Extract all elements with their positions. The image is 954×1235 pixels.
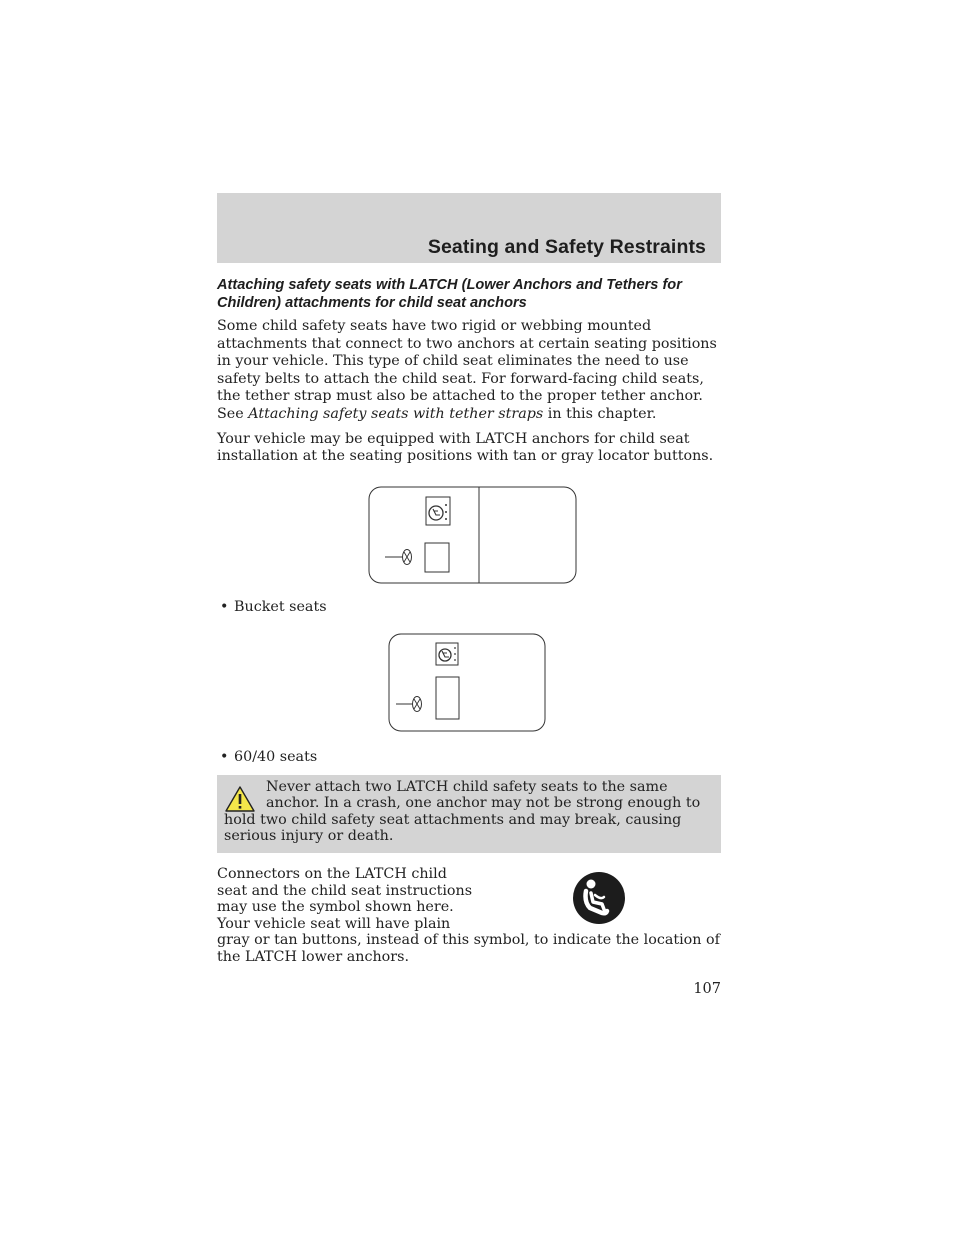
locator-paragraph: Your vehicle may be equipped with LATCH anchors for child seat installation at the seating positions with tan or gray locator buttons. — [217, 430, 714, 465]
latch-child-seat-icon — [572, 871, 626, 925]
latch-symbol-text: Connectors on the LATCH child seat and the child seat instructions may use the symbol shown here. Your vehicle seat will have plain gray or tan buttons, instead of this symbol, to indicate the location of the LATCH lower anchors. — [217, 866, 720, 965]
page-number: 107 — [693, 981, 721, 997]
section-heading: Attaching safety seats with LATCH (Lower Anchors and Tethers for Children) attachments for child seat anchors — [217, 277, 682, 311]
latch-symbol-paragraph — [217, 866, 721, 965]
bullet-label: 60/40 seats — [234, 749, 318, 765]
bucket-seat-diagram — [368, 486, 578, 585]
intro-paragraph — [217, 318, 721, 424]
intro-text-b: in this chapter. — [543, 405, 657, 422]
warning-box — [217, 775, 721, 853]
page-title: Seating and Safety Restraints — [427, 236, 706, 258]
bullet-label: Bucket seats — [234, 599, 327, 615]
split-seat-diagram — [388, 633, 547, 733]
main-content — [217, 276, 721, 466]
bullet-6040-seats: • 60/40 seats — [220, 749, 318, 765]
warning-text: Never attach two LATCH child safety seats to the same anchor. In a crash, one anchor may not be strong enough to hold two child safety seat attachments and may break, causing serious injury or death. — [224, 779, 701, 844]
bullet-bucket-seats: • Bucket seats — [220, 599, 327, 615]
cross-reference: Attaching safety seats with tether straps — [248, 405, 544, 422]
section-header — [217, 193, 721, 263]
intro-text-a: Some child safety seats have two rigid or webbing mounted attachments that connect to two anchors at certain seating positions in your vehicle. This type of child seat eliminates the need to use safety belts to attach the child seat. For forward-facing child seats, the tether strap must also be attached to the proper tether anchor. See — [217, 318, 717, 422]
